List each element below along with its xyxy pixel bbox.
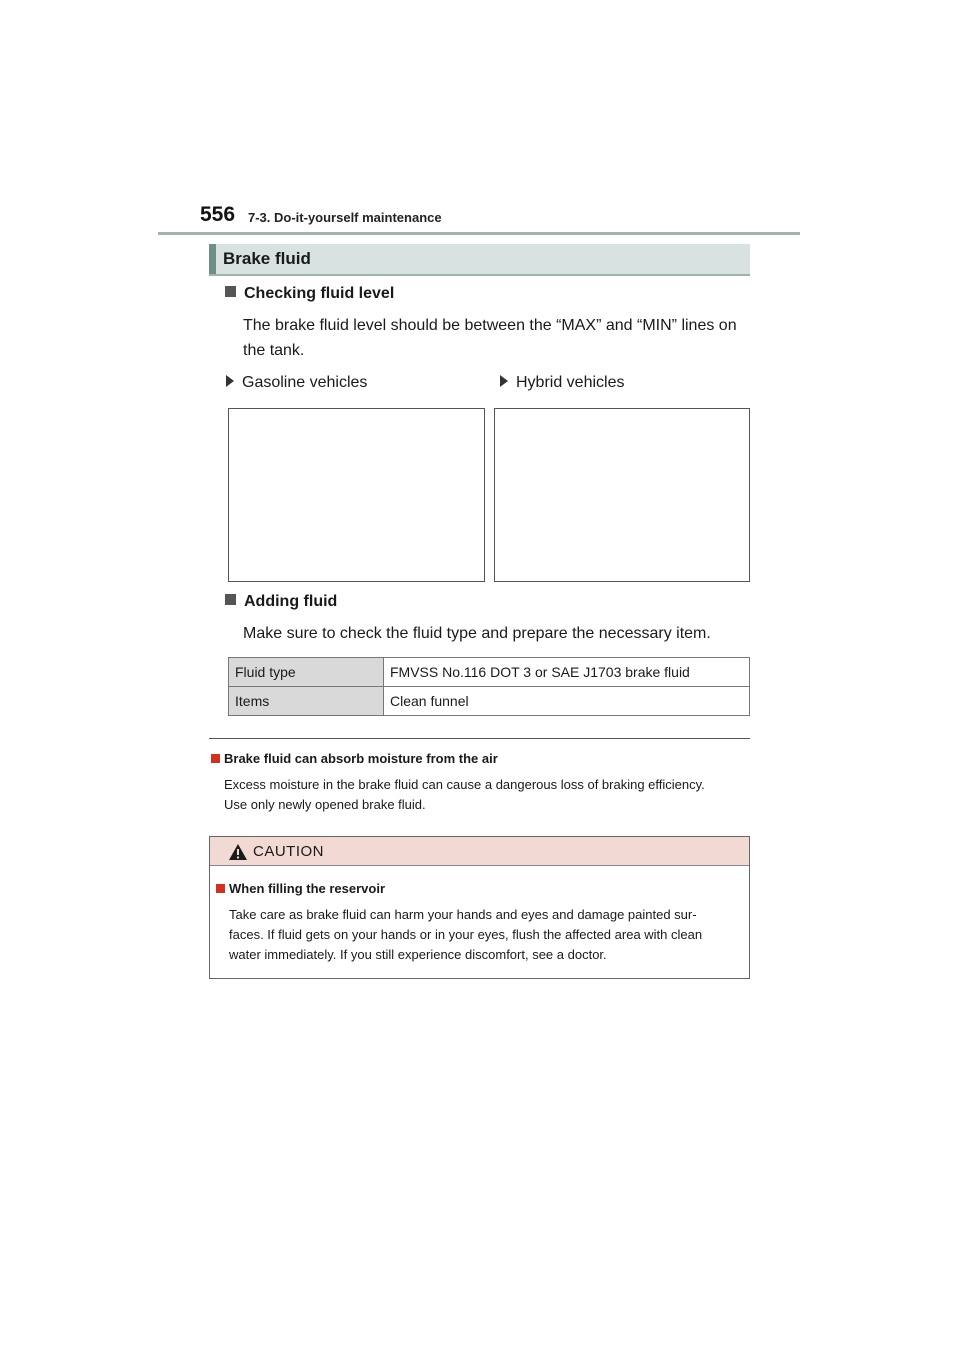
table-key-cell: Items <box>229 687 384 716</box>
adding-heading <box>225 593 337 611</box>
header-divider <box>158 232 800 235</box>
square-bullet-icon <box>225 286 236 297</box>
caution-text-line3: water immediately. If you still experience discomfort, see a doctor. <box>229 947 607 962</box>
warning-triangle-icon <box>228 843 248 861</box>
adding-text: Make sure to check the fluid type and prepare the necessary item. <box>243 625 711 642</box>
table-key-cell: Fluid type <box>229 658 384 687</box>
table-row <box>229 658 750 687</box>
checking-text-line2: the tank. <box>243 342 305 359</box>
section-header <box>209 244 750 276</box>
triangle-bullet-icon <box>226 375 234 387</box>
note-heading-text: Brake fluid can absorb moisture from the air <box>224 751 498 766</box>
table-row <box>229 687 750 716</box>
caution-heading-text: When filling the reservoir <box>229 881 386 896</box>
note-text-line1: Excess moisture in the brake fluid can cause a dangerous loss of braking efficiency. <box>224 777 705 792</box>
note-heading <box>211 751 498 766</box>
caution-text-line1: Take care as brake fluid can harm your hands and eyes and damage painted sur- <box>229 907 697 922</box>
triangle-bullet-icon <box>500 375 508 387</box>
caution-text <box>229 905 702 965</box>
adding-heading-text: Adding fluid <box>244 593 338 610</box>
checking-text <box>243 313 753 363</box>
chapter-title: 7-3. Do-it-yourself maintenance <box>248 210 442 225</box>
caution-text-line2: faces. If fluid gets on your hands or in your eyes, flush the affected area with clean <box>229 927 703 942</box>
gasoline-label <box>226 374 367 392</box>
fluid-spec-table <box>228 657 750 716</box>
caution-label: CAUTION <box>253 843 324 860</box>
hybrid-label-text: Hybrid vehicles <box>516 374 625 391</box>
square-bullet-icon <box>225 594 236 605</box>
checking-heading-text: Checking fluid level <box>244 285 395 302</box>
note-text <box>224 775 705 815</box>
notes-divider <box>209 738 750 739</box>
hybrid-label <box>500 374 624 392</box>
table-value-cell: FMVSS No.116 DOT 3 or SAE J1703 brake fluid <box>384 658 750 687</box>
checking-heading <box>225 285 394 303</box>
red-square-bullet-icon <box>211 754 220 763</box>
caution-heading <box>216 881 385 896</box>
checking-text-line1: The brake fluid level should be between the “MAX” and “MIN” lines on <box>243 317 737 334</box>
caution-header <box>210 837 749 866</box>
gasoline-reservoir-image <box>228 408 485 582</box>
hybrid-reservoir-image <box>494 408 750 582</box>
gasoline-label-text: Gasoline vehicles <box>242 374 368 391</box>
caution-box <box>209 836 750 979</box>
table-value-cell: Clean funnel <box>384 687 750 716</box>
page-number: 556 <box>200 203 236 226</box>
section-accent <box>209 244 216 274</box>
red-square-bullet-icon <box>216 884 225 893</box>
section-title: Brake fluid <box>223 249 311 268</box>
note-text-line2: Use only newly opened brake fluid. <box>224 797 426 812</box>
